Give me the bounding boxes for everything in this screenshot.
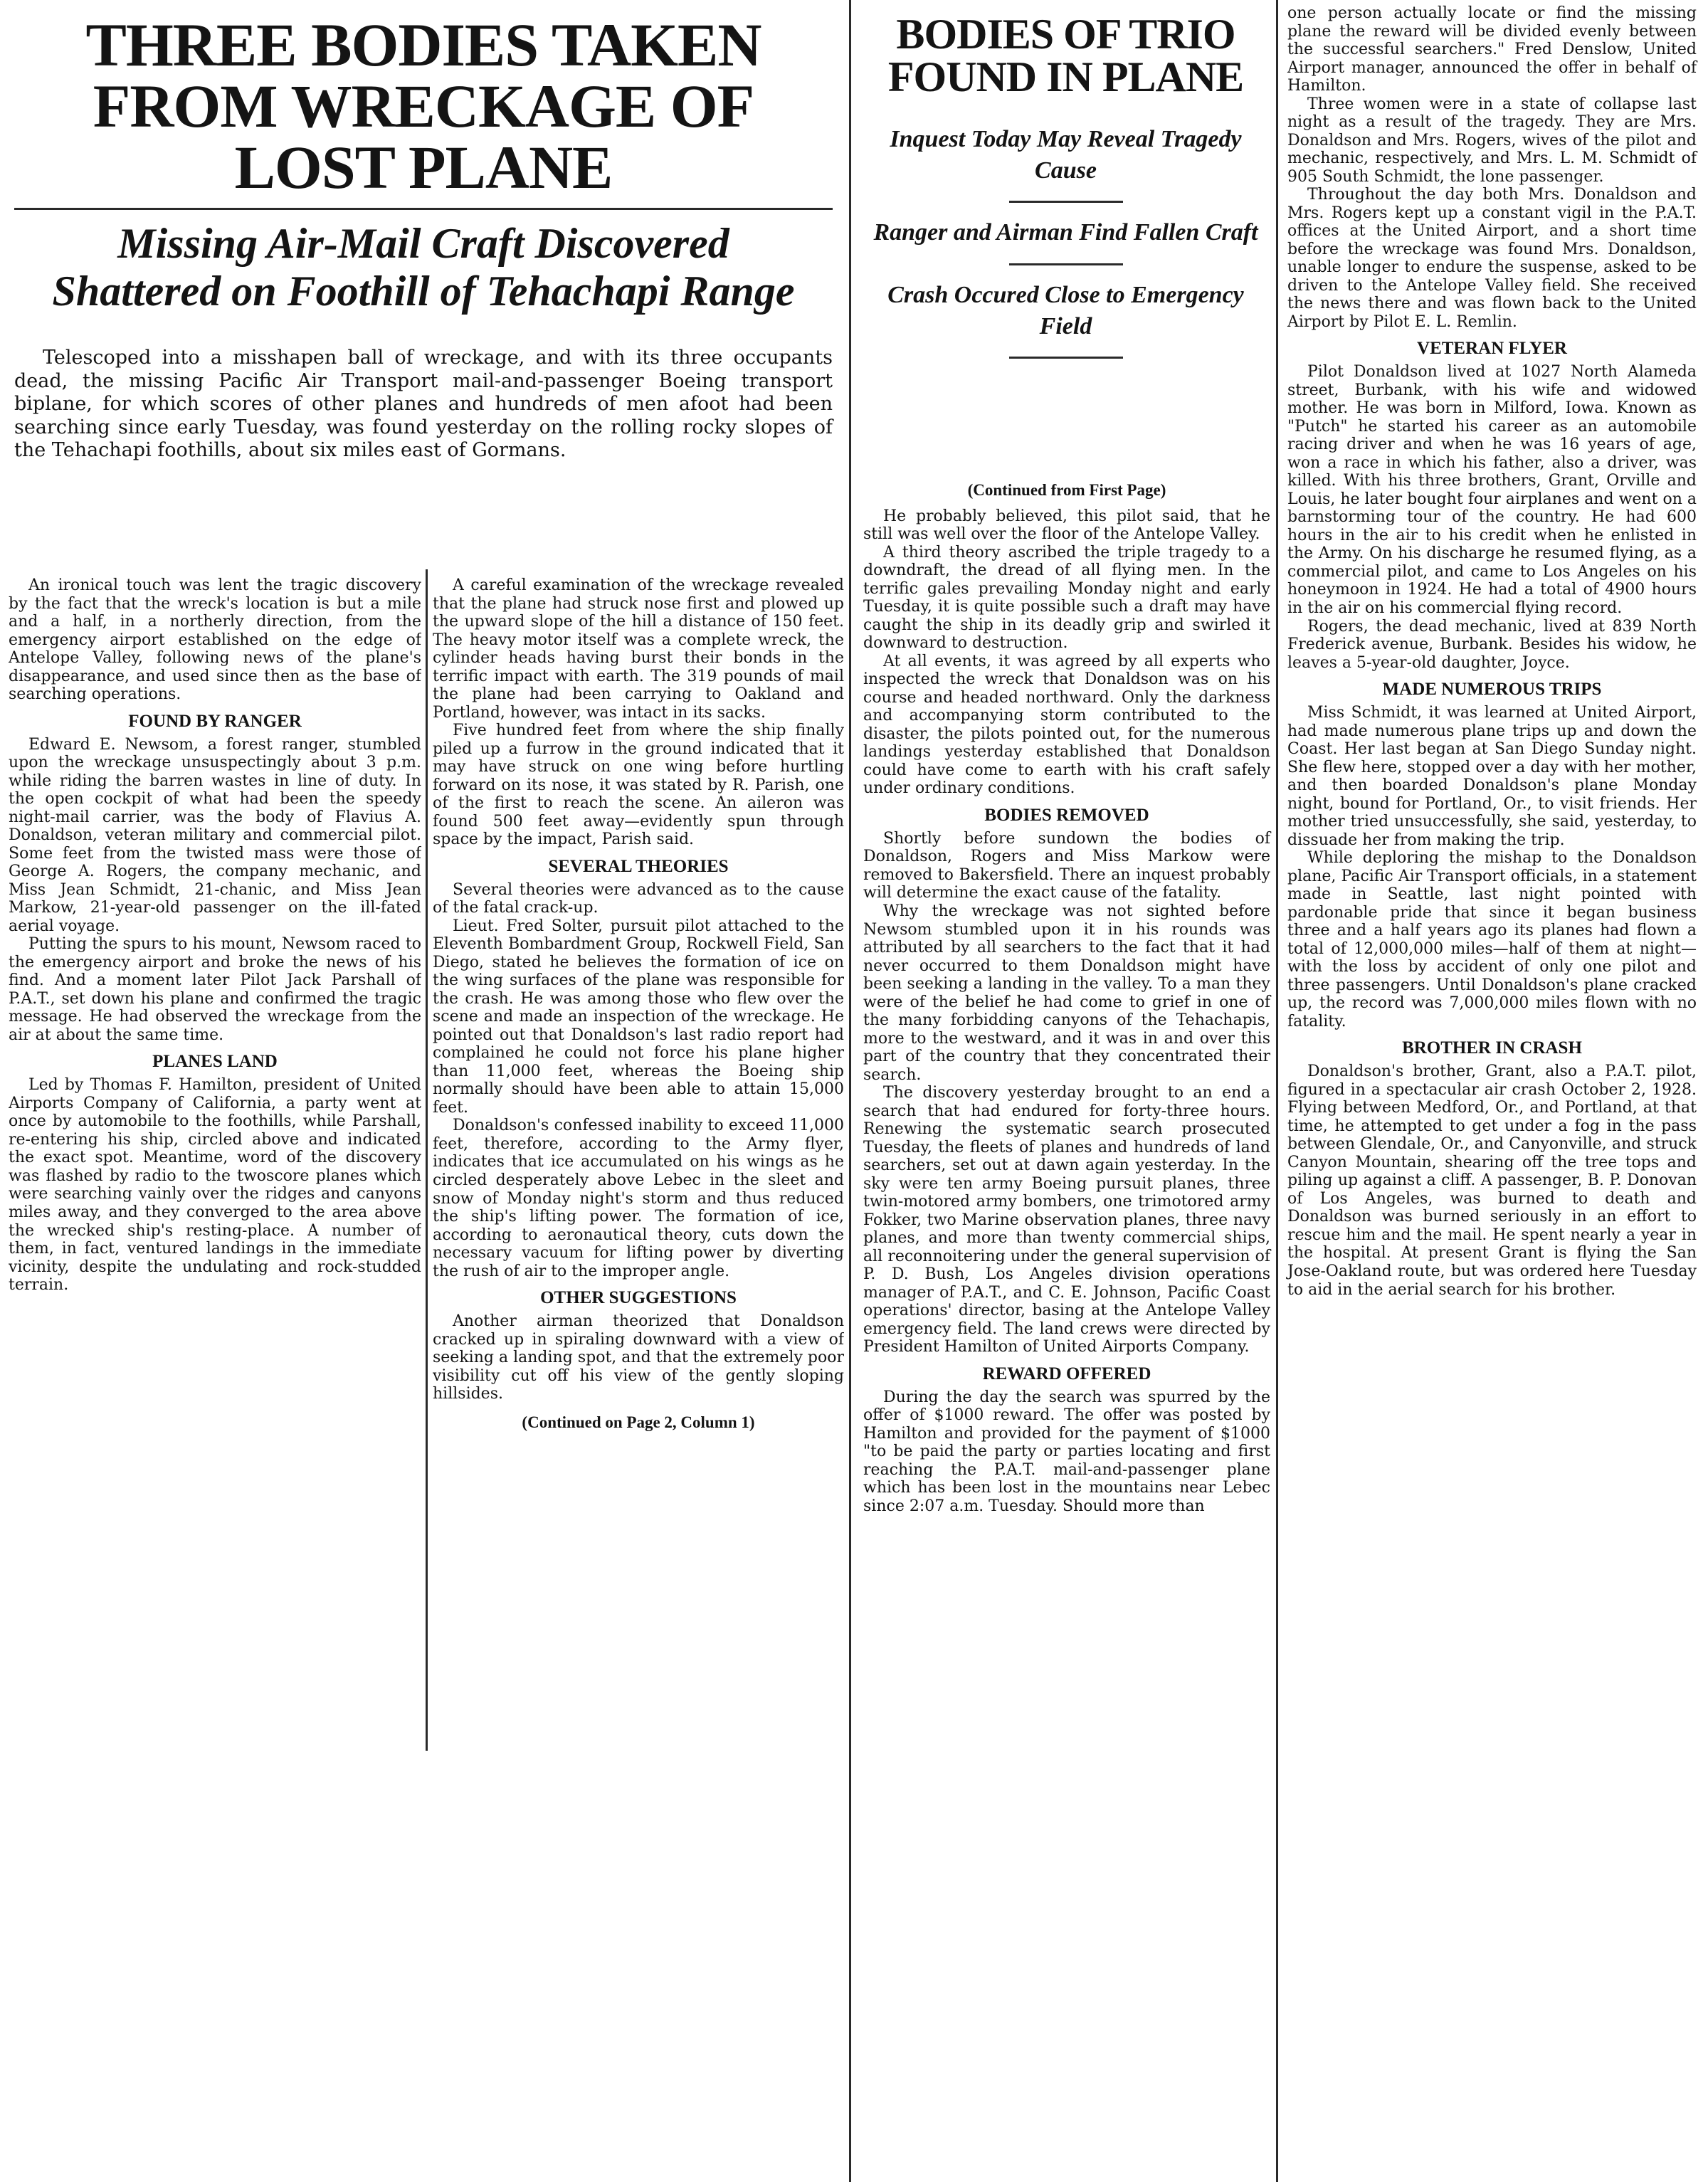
subheading: FOUND BY RANGER: [128, 711, 302, 731]
subheading: BROTHER IN CRASH: [1402, 1038, 1582, 1058]
subheading: MADE NUMEROUS TRIPS: [1382, 680, 1602, 700]
subheading: BODIES REMOVED: [984, 805, 1149, 825]
column-b: [433, 576, 844, 2182]
subheading: PLANES LAND: [152, 1052, 278, 1072]
deck-rule: [1009, 263, 1123, 265]
paragraph: The discovery yesterday brought to an end a search that had endured for forty-three hours. Renewing the systematic search prosecuted Tuesday, the fleets of planes and hundreds of land searchers, set out at dawn again yesterday. In the sky were ten army Boeing pursuit planes, three twin-motored army bombers, one trimotored army Fokker, two Marine observation planes, three navy planes, and more than twenty commercial ships, all reconnoitering under the general supervision of P. D. Bush, Los Angeles division operations manager of P.A.T., and C. E. Johnson, Pacific Coast operations' director, basing at the Antelope Valley emergency field. The land crews were directed by President Hamilton of United Airports Company.: [863, 1084, 1270, 1356]
paragraph: He probably believed, this pilot said, that he still was well over the floor of the Antelope Valley.: [863, 507, 1270, 544]
column-rule: [426, 569, 428, 1751]
deck-rule: [1009, 201, 1123, 203]
paragraph: During the day the search was spurred by the offer of $1000 reward. The offer was posted by Hamilton and provided for the payment of $1000 "to be paid the party or parties locating and first reaching the P.A.T. mail-and-passenger plane which has been lost in the mountains near Lebec since 2:07 a.m. Tuesday. Should more than: [863, 1388, 1270, 1515]
deck-headline: Inquest Today May Reveal Tragedy Cause: [890, 126, 1242, 184]
left-story: [0, 0, 847, 2182]
paragraph: Donaldson's brother, Grant, also a P.A.T. pilot, figured in a spectacular air crash October 2, 1928. Flying between Medford, Or., and Portland, at that time, he attempted to get under a fog in the pass between Glendale, Or., and Canyonville, and struck Canyon Mountain, shearing off the tree tops and piling up against a cliff. A passenger, B. P. Donovan of Los Angeles, was burned to death and Donaldson was burned seriously in an effort to rescue him and the mail. He spent nearly a year in the hospital. At present Grant is flying the San Jose-Oakland route, but was ordered here Tuesday to aid in the aerial search for his brother.: [1287, 1063, 1697, 1299]
paragraph: Why the wreckage was not sighted before Newsom stumbled upon it in his rounds was attributed by all searchers to the fact that it had never occurred to them Donaldson might have been seeking a landing in the valley. To a man they were of the belief he had come to grief in one of the many forbidding canyons of the Tehachapis, more to the westward, and it was in and over this part of the country that they concentrated their search.: [863, 902, 1270, 1084]
paragraph: Several theories were advanced as to the cause of the fatal crack-up.: [433, 880, 844, 917]
paragraph: one person actually locate or find the missing plane the reward will be divided evenly between the successful searchers." Fred Denslow, United Airport manager, announced the offer in behalf of Hamilton.: [1287, 4, 1697, 95]
paragraph: A careful examination of the wreckage revealed that the plane had struck nose first and plowed up the upward slope of the hill a distance of 150 feet. The heavy motor itself was a complete wreck, the cylinder heads having burst their bonds in the terrific impact with earth. The 319 pounds of mail the plane had been carrying to Oakland and Portland, however, was intact in its sacks.: [433, 576, 844, 722]
paragraph: A third theory ascribed the triple tragedy to a downdraft, the dread of all flying men. In the terrific gales prevailing Monday night and early Tuesday, it is quite possible such a draft may have caught the ship in its deadly grip and swirled it downward to destruction.: [863, 543, 1270, 653]
paragraph: Donaldson's confessed inability to exceed 11,000 feet, therefore, according to the Army flyer, indicates that ice accumulated on his wings as he circled desperately above Lebec in the sleet and snow of Monday night's storm and thus reduced the ship's lifting power. The formation of ice, according to aeronautical theory, cuts down the necessary vacuum for lifting power by diverting the rush of air to the improper angle.: [433, 1117, 844, 1280]
paragraph: While deploring the mishap to the Donaldson plane, Pacific Air Transport officials, in a statement made in Seattle, last night pointed with pardonable pride that since it began business three and a half years ago its planes had flown a total of 12,000,000 miles—half of them at night—with the loss by accident of only one pilot and three passengers. Until Donaldson's plane cracked up, the record was 7,000,000 miles flown with no fatality.: [1287, 849, 1697, 1031]
lead-paragraph: Telescoped into a misshapen ball of wreckage, and with its three occupants dead, the missing Pacific Air Transport mail-and-passenger Boeing transport biplane, for which scores of other planes and hundreds of men afoot had been searching since early Tuesday, was found yesterday on the rolling rocky slopes of the Tehachapi foothills, about six miles east of Gormans.: [14, 347, 833, 461]
column-3: [858, 0, 1274, 2182]
column-headline: BODIES OF TRIO FOUND IN PLANE: [887, 11, 1244, 100]
paragraph: Another airman theorized that Donaldson cracked up in spiraling downward with a view of seeking a landing spot, and that the extremely poor visibility cut off his view of the gently sloping hillsides.: [433, 1312, 844, 1403]
subheading: VETERAN FLYER: [1417, 339, 1567, 359]
subheading: SEVERAL THEORIES: [548, 856, 729, 876]
continued-note: (Continued on Page 2, Column 1): [522, 1413, 755, 1431]
deck-headline: Crash Occured Close to Emergency Field: [887, 281, 1244, 339]
column-rule: [849, 0, 851, 2182]
headline-rule: [14, 208, 833, 210]
paragraph: Lieut. Fred Solter, pursuit pilot attached to the Eleventh Bombardment Group, Rockwell Field, San Diego, stated he believes the formation of ice on the wing surfaces of the plane was responsible for the crash. He was among those who flew over the scene and made an inspection of the wreckage. He pointed out that Donaldson's last radio report had complained he could not force his plane higher than 11,000 feet, whereas the Boeing ship normally should have been able to attain 15,000 feet.: [433, 917, 844, 1117]
paragraph: Edward E. Newsom, a forest ranger, stumbled upon the wreckage unsuspectingly about 3 p.m. while riding the barren wastes in line of duty. In the open cockpit of what had been the speedy night-mail carrier, was the body of Flavius A. Donaldson, veteran military and commercial pilot. Some feet from the twisted mass were those of George A. Rogers, the company mechanic, and Miss Jean Schmidt, 21-chanic, and Miss Jean Markow, 21-year-old passenger on the ill-fated aerial voyage.: [9, 735, 421, 935]
paragraph: Miss Schmidt, it was learned at United Airport, had made numerous plane trips up and down the Coast. Her last began at San Diego Sunday night. She flew here, stopped over a day with her mother, and then boarded Donaldson's plane Monday night, bound for Portland, Or., to visit friends. Her mother tried unsuccessfully, she said, yesterday, to dissuade her from making the trip.: [1287, 704, 1697, 849]
deck-headline: Ranger and Airman Find Fallen Craft: [873, 219, 1258, 246]
column-rule: [1276, 0, 1278, 2182]
paragraph: An ironical touch was lent the tragic discovery by the fact that the wreck's location is but a mile and a half, in a northerly direction, from the emergency airport established on the edge of Antelope Valley, following news of the plane's disappearance, and used since then as the base of searching operations.: [9, 576, 421, 704]
main-headline: THREE BODIES TAKEN FROM WRECKAGE OF LOST PLANE: [85, 11, 761, 201]
column-4: [1285, 0, 1701, 2182]
paragraph: Led by Thomas F. Hamilton, president of United Airports Company of California, a party went at once by automobile to the foothills, while Parshall, re-entering his ship, circled above and indicated the exact spot. Meantime, word of the discovery was flashed by radio to the twoscore planes which were searching vainly over the ridges and canyons miles away, and they converged to the area above the wrecked ship's resting-place. A number of them, in fact, ventured landings in the immediate vicinity, despite the undulating and rock-studded terrain.: [9, 1076, 421, 1295]
subheading: OTHER SUGGESTIONS: [540, 1288, 737, 1308]
subheading: REWARD OFFERED: [982, 1364, 1151, 1383]
paragraph: Pilot Donaldson lived at 1027 North Alameda street, Burbank, with his wife and widowed mother. He was born in Milford, Iowa. Known as "Putch" he started his career as an automobile racing driver and when he was 16 years of age, won a race in which his father, also a driver, was killed. With his three brothers, Grant, Orville and Louis, he later bought four airplanes and went on a barnstorming tour of the country. He had 600 hours in the air to his credit when he enlisted in the Army. On his discharge he resumed flying, as a commercial pilot, and came to Los Angeles on his honeymoon in 1924. He had a total of 4900 hours in the air on his commercial flying record.: [1287, 363, 1697, 617]
paragraph: Five hundred feet from where the ship finally piled up a furrow in the ground indicated that it may have struck on one wing before hurtling forward on its nose, it was stated by R. Parish, one of the first to reach the scene. An aileron was found 500 feet away—evidently spun through space by the impact, Parish said.: [433, 722, 844, 849]
paragraph: Shortly before sundown the bodies of Donaldson, Rogers and Miss Markow were removed to Bakersfield. There an inquest probably will determine the exact cause of the fatality.: [863, 829, 1270, 902]
paragraph: Three women were in a state of collapse last night as a result of the tragedy. They are Mrs. Donaldson and Mrs. Rogers, wives of the pilot and mechanic, respectively, and Mrs. L. M. Schmidt of 905 South Schmidt, the lone passenger.: [1287, 95, 1697, 186]
column-a: [9, 576, 421, 2182]
paragraph: At all events, it was agreed by all experts who inspected the wreck that Donaldson was on his course and headed northward. Only the darkness and accompanying storm contributed to the disaster, the pilots pointed out, for the numerous landings yesterday established that Donaldson could have come to earth with his craft safely under ordinary conditions.: [863, 652, 1270, 798]
sub-headline: Missing Air-Mail Craft Discovered Shattered on Foothill of Tehachapi Range: [52, 220, 795, 315]
paragraph: Rogers, the dead mechanic, lived at 839 North Frederick avenue, Burbank. Besides his widow, he leaves a 5-year-old daughter, Joyce.: [1287, 617, 1697, 672]
deck-rule: [1009, 357, 1123, 359]
paragraph: Throughout the day both Mrs. Donaldson and Mrs. Rogers kept up a constant vigil in the P.A.T. offices at the United Airport, and a short time before the wreckage was found Mrs. Donaldson, unable longer to endure the suspense, asked to be driven to the Antelope Valley field. She received the news there and was flown back to the United Airport by Pilot E. L. Remlin.: [1287, 186, 1697, 331]
continued-note: (Continued from First Page): [967, 481, 1166, 499]
paragraph: Putting the spurs to his mount, Newsom raced to the emergency airport and broke the news of his find. And a moment later Pilot Jack Parshall of P.A.T., set down his plane and confirmed the tragic message. He had observed the wreckage from the air at about the same time.: [9, 935, 421, 1044]
